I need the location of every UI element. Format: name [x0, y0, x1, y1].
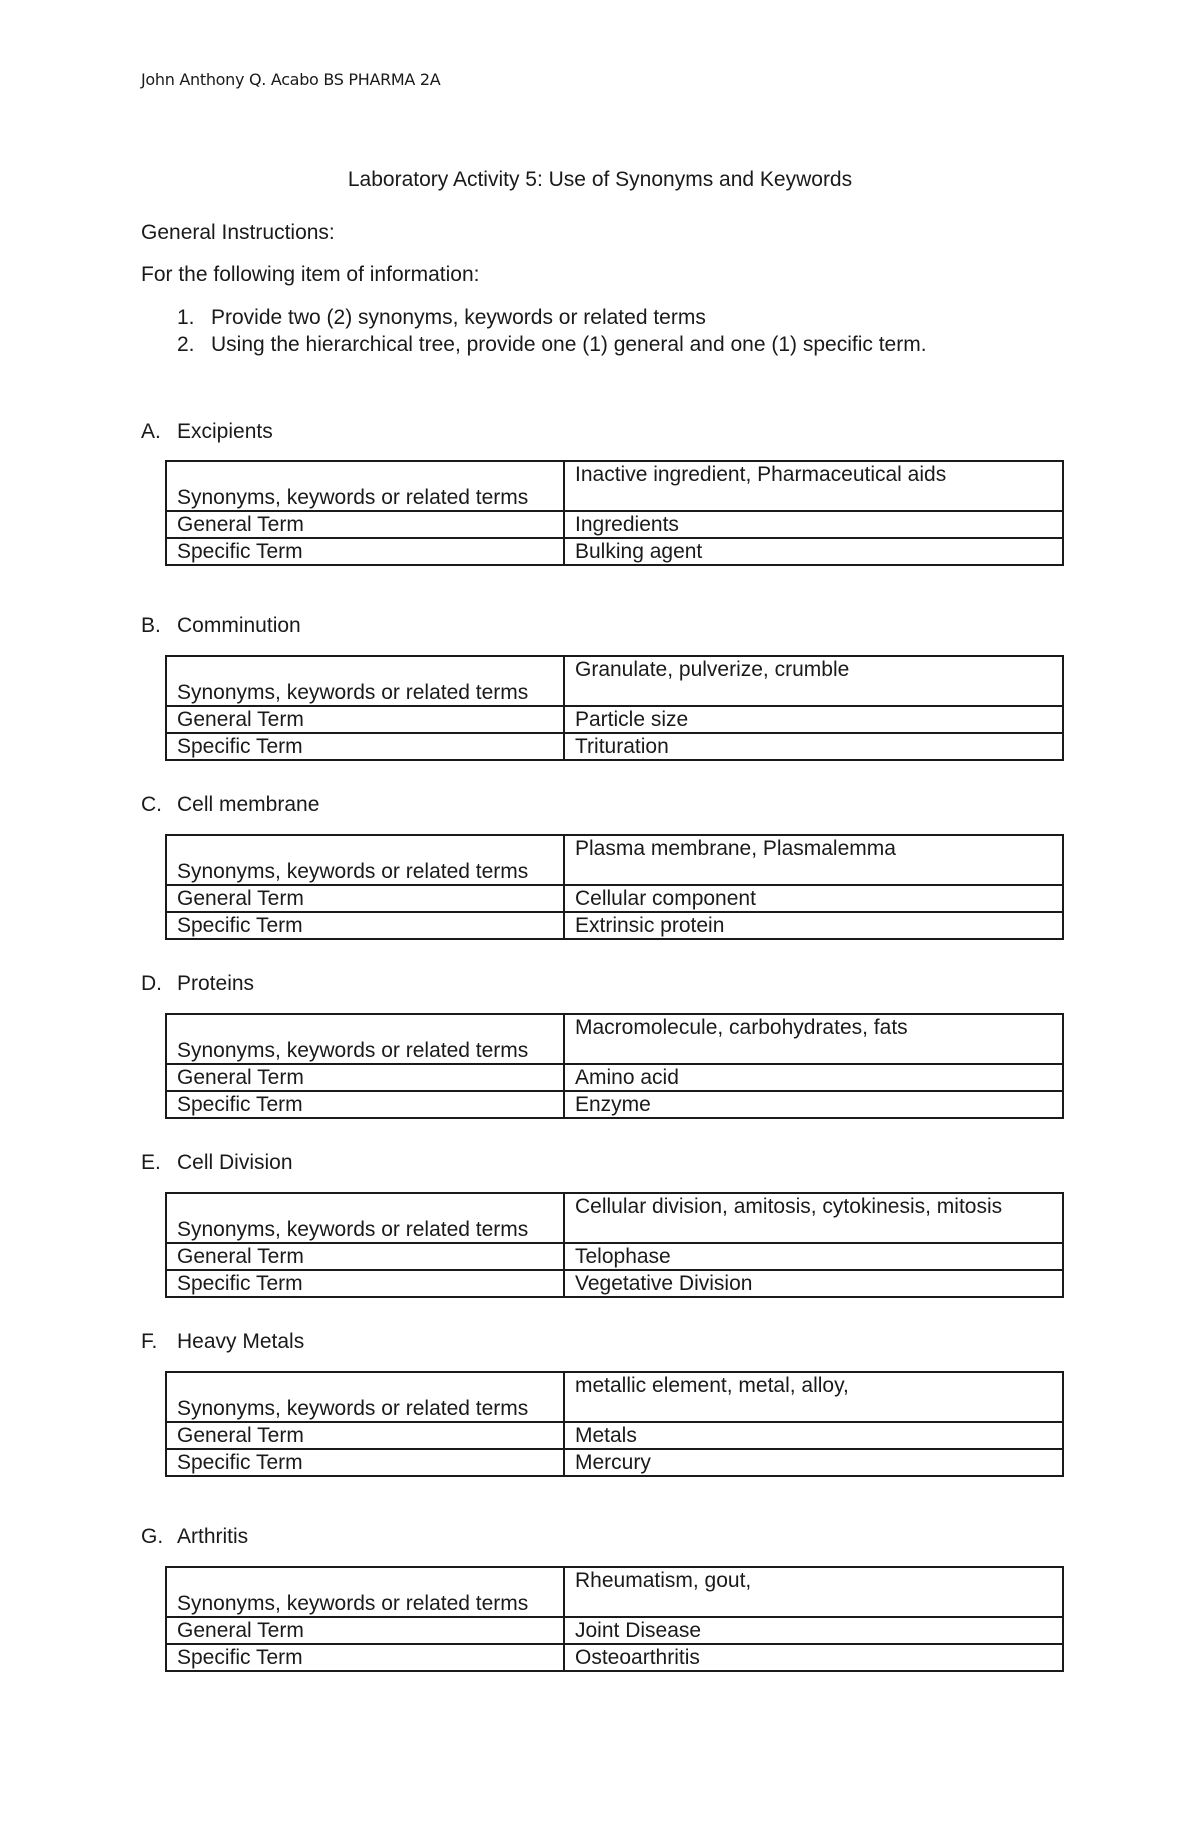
section-letter: D.	[141, 972, 162, 995]
specific-term-label: Specific Term	[166, 1091, 564, 1118]
table-row	[166, 1064, 1063, 1091]
specific-term-label: Specific Term	[166, 1449, 564, 1476]
specific-term-value: Mercury	[564, 1449, 1063, 1476]
table-row	[166, 1243, 1063, 1270]
table-row	[166, 1014, 1063, 1064]
table-row	[166, 1091, 1063, 1118]
section-name: Cell Division	[177, 1151, 293, 1174]
terms-table-e	[165, 1192, 1064, 1298]
specific-term-label: Specific Term	[166, 1644, 564, 1671]
general-term-label: General Term	[166, 885, 564, 912]
section-letter: C.	[141, 793, 162, 816]
synonyms-value: Plasma membrane, Plasmalemma	[564, 835, 1063, 885]
general-term-value: Amino acid	[564, 1064, 1063, 1091]
synonyms-label: Synonyms, keywords or related terms	[166, 835, 564, 885]
terms-table-d	[165, 1013, 1064, 1119]
instruction-number: 1.	[177, 306, 195, 329]
section-letter: E.	[141, 1151, 161, 1174]
general-term-value: Telophase	[564, 1243, 1063, 1270]
general-term-label: General Term	[166, 1064, 564, 1091]
section-letter: B.	[141, 614, 161, 637]
general-term-value: Metals	[564, 1422, 1063, 1449]
section-title-b	[141, 614, 301, 638]
synonyms-label: Synonyms, keywords or related terms	[166, 1193, 564, 1243]
synonyms-label: Synonyms, keywords or related terms	[166, 1372, 564, 1422]
synonyms-label: Synonyms, keywords or related terms	[166, 656, 564, 706]
specific-term-label: Specific Term	[166, 733, 564, 760]
specific-term-label: Specific Term	[166, 912, 564, 939]
specific-term-label: Specific Term	[166, 538, 564, 565]
specific-term-value: Bulking agent	[564, 538, 1063, 565]
section-name: Cell membrane	[177, 793, 320, 816]
instruction-text: Provide two (2) synonyms, keywords or related terms	[211, 306, 706, 329]
synonyms-value: metallic element, metal, alloy,	[564, 1372, 1063, 1422]
instruction-item	[177, 306, 706, 330]
section-title-a	[141, 420, 273, 444]
table-row	[166, 511, 1063, 538]
general-term-label: General Term	[166, 1617, 564, 1644]
intro-line: For the following item of information:	[141, 263, 480, 286]
section-name: Heavy Metals	[177, 1330, 305, 1353]
general-term-label: General Term	[166, 511, 564, 538]
table-row	[166, 1372, 1063, 1422]
synonyms-value: Cellular division, amitosis, cytokinesis, mitosis	[564, 1193, 1063, 1243]
section-title-d	[141, 972, 254, 996]
terms-table-b	[165, 655, 1064, 761]
general-term-value: Cellular component	[564, 885, 1063, 912]
table-row	[166, 1193, 1063, 1243]
page-title: Laboratory Activity 5: Use of Synonyms and Keywords	[347, 168, 853, 191]
synonyms-label: Synonyms, keywords or related terms	[166, 1567, 564, 1617]
terms-table-g	[165, 1566, 1064, 1672]
terms-table-f	[165, 1371, 1064, 1477]
synonyms-label: Synonyms, keywords or related terms	[166, 1014, 564, 1064]
instruction-item	[177, 333, 927, 357]
instruction-number: 2.	[177, 333, 195, 356]
author-header: John Anthony Q. Acabo BS PHARMA 2A	[141, 70, 441, 89]
section-name: Arthritis	[177, 1525, 249, 1548]
general-term-label: General Term	[166, 1422, 564, 1449]
table-row	[166, 885, 1063, 912]
synonyms-value: Rheumatism, gout,	[564, 1567, 1063, 1617]
specific-term-value: Trituration	[564, 733, 1063, 760]
specific-term-value: Enzyme	[564, 1091, 1063, 1118]
general-instructions-label: General Instructions:	[141, 221, 335, 244]
section-letter: F.	[141, 1330, 158, 1353]
section-title-c	[141, 793, 319, 817]
section-name: Comminution	[177, 614, 301, 637]
section-letter: A.	[141, 420, 161, 443]
specific-term-value: Extrinsic protein	[564, 912, 1063, 939]
specific-term-value: Osteoarthritis	[564, 1644, 1063, 1671]
table-row	[166, 1270, 1063, 1297]
table-row	[166, 1617, 1063, 1644]
synonyms-label: Synonyms, keywords or related terms	[166, 461, 564, 511]
table-row	[166, 835, 1063, 885]
table-row	[166, 733, 1063, 760]
section-title-g	[141, 1525, 248, 1549]
specific-term-value: Vegetative Division	[564, 1270, 1063, 1297]
table-row	[166, 706, 1063, 733]
terms-table-a	[165, 460, 1064, 566]
general-term-label: General Term	[166, 706, 564, 733]
terms-table-c	[165, 834, 1064, 940]
general-term-value: Particle size	[564, 706, 1063, 733]
table-row	[166, 461, 1063, 511]
table-row	[166, 656, 1063, 706]
table-row	[166, 1449, 1063, 1476]
table-row	[166, 1422, 1063, 1449]
table-row	[166, 1644, 1063, 1671]
table-row	[166, 1567, 1063, 1617]
synonyms-value: Inactive ingredient, Pharmaceutical aids	[564, 461, 1063, 511]
table-row	[166, 912, 1063, 939]
specific-term-label: Specific Term	[166, 1270, 564, 1297]
section-letter: G.	[141, 1525, 164, 1548]
general-term-value: Ingredients	[564, 511, 1063, 538]
instruction-text: Using the hierarchical tree, provide one (1) general and one (1) specific term.	[211, 333, 927, 356]
section-name: Excipients	[177, 420, 273, 443]
section-title-e	[141, 1151, 293, 1175]
table-row	[166, 538, 1063, 565]
general-term-label: General Term	[166, 1243, 564, 1270]
synonyms-value: Granulate, pulverize, crumble	[564, 656, 1063, 706]
section-name: Proteins	[177, 972, 255, 995]
section-title-f	[141, 1330, 304, 1354]
general-term-value: Joint Disease	[564, 1617, 1063, 1644]
synonyms-value: Macromolecule, carbohydrates, fats	[564, 1014, 1063, 1064]
